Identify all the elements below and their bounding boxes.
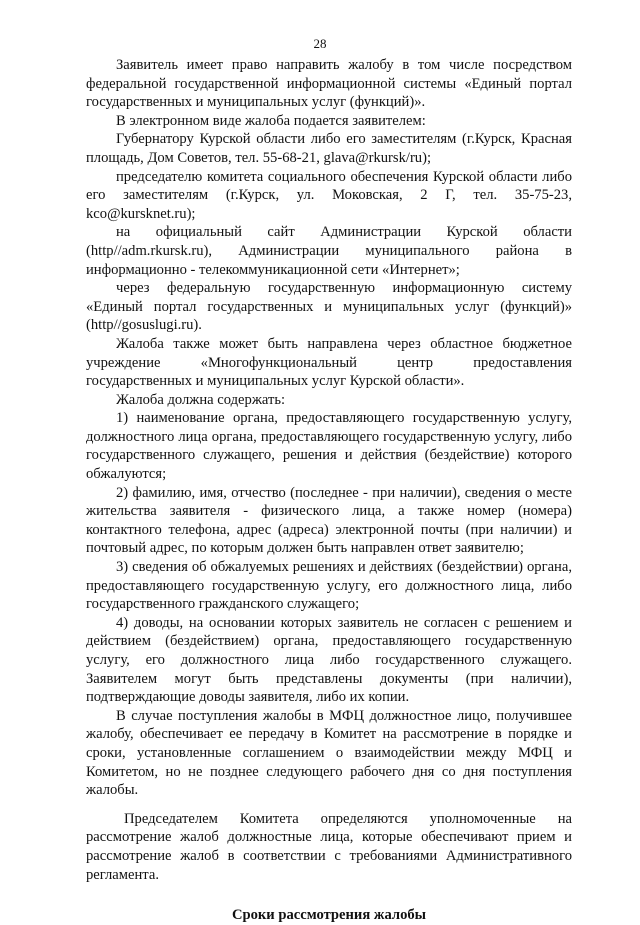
paragraph-official-site: на официальный сайт Администрации Курской области (http//adm.rkursk.ru), Администрации муниципального района в информационно - телекоммуникационной сети «Интернет»; <box>86 224 572 278</box>
section-heading: Сроки рассмотрения жалобы <box>231 907 427 924</box>
list-item-1: 1) наименование органа, предоставляющего государственную услугу, должностного лица органа, предоставляющего государственную услугу, либо государственного служащего, решения и действия (бездействие) которого обжалуются; <box>86 410 572 483</box>
paragraph-chair-authorized: Председателем Комитета определяются уполномоченные на рассмотрение жалоб должностные лица, которые обеспечивают прием и рассмотрение жалоб в соответствии с требованиями Административного регламента. <box>86 810 572 883</box>
list-item-2: 2) фамилию, имя, отчество (последнее - при наличии), сведения о месте жительства заявителя - физического лица, а также номер (номера) контактного телефона, адрес (адреса) электронной почты (при наличии) и почтовый адрес, по которым должен быть направлен ответ заявителю; <box>86 484 572 557</box>
paragraph-federal-system: через федеральную государственную информационную систему «Единый портал государственных и муниципальных услуг (функций)» (http//gosuslugi.ru). <box>86 280 572 334</box>
paragraph-governor: Губернатору Курской области либо его заместителям (г.Курск, Красная площадь, Дом Советов, тел. 55-68-21, glava@rkursk/ru); <box>86 131 572 166</box>
list-item-4: 4) доводы, на основании которых заявитель не согласен с решением и действием (бездействием) органа, предоставляющего государственную услугу, его должностного лица либо государственного служащего. Заявителем могут быть представлены документы (при наличии), подтверждающие доводы заявителя, либо их копии. <box>86 614 572 706</box>
page-number: 28 <box>313 36 327 51</box>
paragraph-applicant-right: Заявитель имеет право направить жалобу в том числе посредством федеральной государственной информационной системы «Единый портал государственных и муниципальных услуг (функций)». <box>86 57 572 111</box>
paragraph-complaint-contents: Жалоба должна содержать: <box>116 391 286 408</box>
paragraph-electronic-form: В электронном виде жалоба подается заявителем: <box>116 112 426 129</box>
paragraph-mfc: Жалоба также может быть направлена через областное бюджетное учреждение «Многофункциональный центр предоставления государственных и муниципальных услуг Курской области». <box>86 335 572 390</box>
paragraph-committee-chair: председателю комитета социального обеспечения Курской области либо его заместителям (г.Курск, ул. Моковская, 2 Г, тел. 35-75-23, kco@kursknet.ru); <box>86 168 572 222</box>
paragraph-mfc-transfer: В случае поступления жалобы в МФЦ должностное лицо, получившее жалобу, обеспечивает ее передачу в Комитет на рассмотрение в порядке и сроки, установленные соглашением о взаимодействии между МФЦ и Комитетом, но не позднее следующего рабочего дня со дня поступления жалобы. <box>86 707 572 799</box>
document-body <box>86 56 572 925</box>
list-item-3: 3) сведения об обжалуемых решениях и действиях (бездействии) органа, предоставляющего государственную услугу, его должностного лица, либо государственного гражданского служащего; <box>86 559 572 613</box>
